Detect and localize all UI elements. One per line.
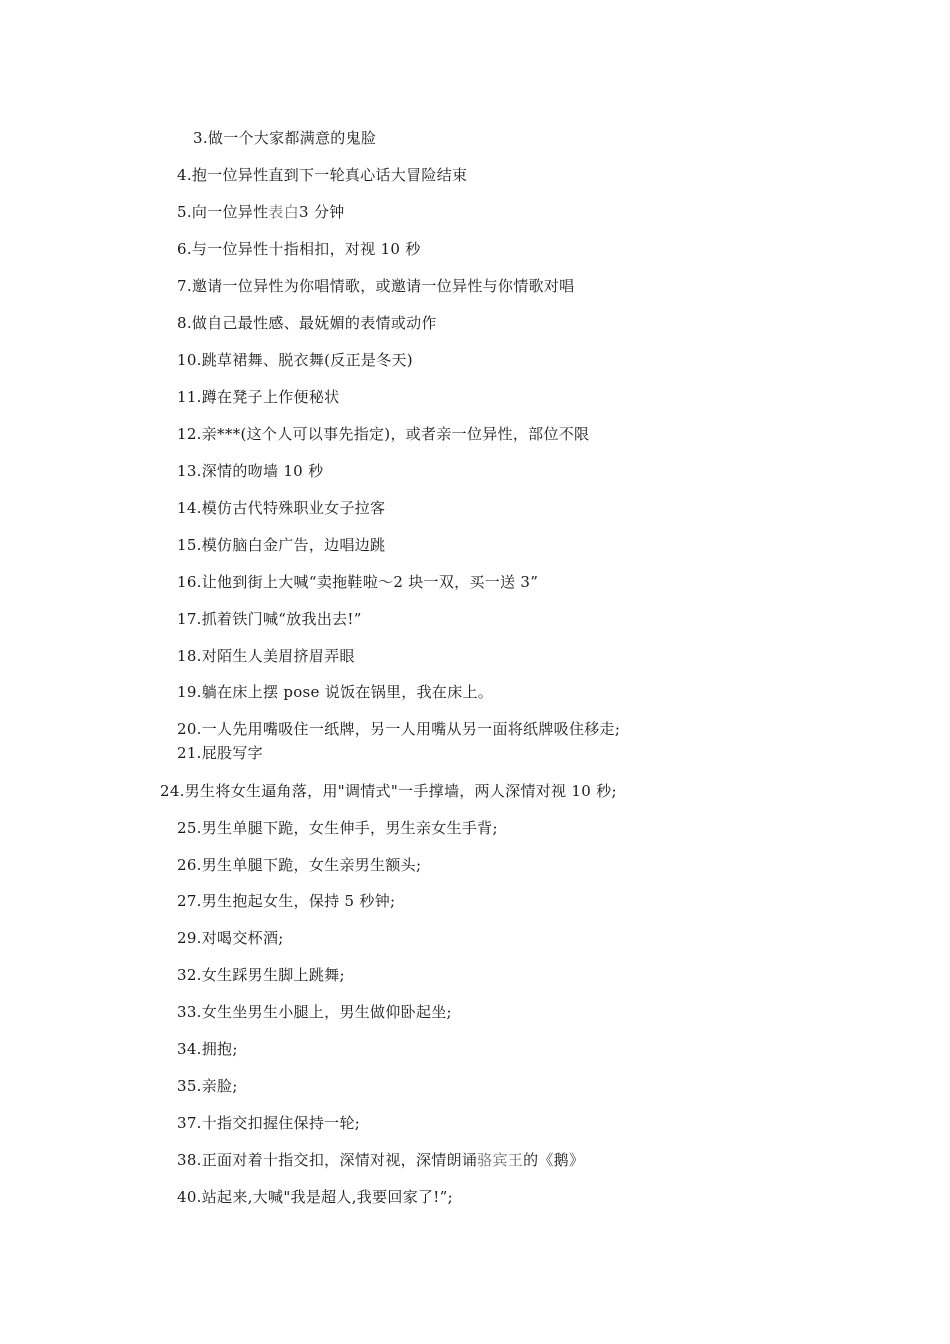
list-item-5-suffix: 3 分钟 <box>299 203 345 221</box>
list-item-18: 18.对陌生人美眉挤眉弄眼 <box>177 647 355 665</box>
list-item-14: 14.模仿古代特殊职业女子拉客 <box>177 499 386 517</box>
list-item-19: 19.躺在床上摆 pose 说饭在锅里，我在床上。 <box>177 683 494 701</box>
list-item-3: 3.做一个大家都满意的鬼脸 <box>193 129 377 147</box>
luobinwang-link[interactable]: 骆宾王 <box>477 1151 524 1169</box>
list-item-4: 4.抱一位异性直到下一轮真心话大冒险结束 <box>177 166 468 184</box>
list-item-35: 35.亲脸; <box>177 1077 238 1095</box>
list-item-11: 11.蹲在凳子上作便秘状 <box>177 388 340 406</box>
list-item-38-prefix: 38.正面对着十指交扣，深情对视，深情朗诵 <box>177 1151 478 1169</box>
list-item-32: 32.女生踩男生脚上跳舞; <box>177 966 345 984</box>
list-item-37: 37.十指交扣握住保持一轮; <box>177 1114 361 1132</box>
list-item-20: 20.一人先用嘴吸住一纸牌，另一人用嘴从另一面将纸牌吸住移走; <box>177 720 621 738</box>
list-item-38 <box>177 1150 584 1170</box>
list-item-16: 16.让他到街上大喊“卖拖鞋啦～2 块一双，买一送 3” <box>177 573 539 591</box>
list-item-5-prefix: 5.向一位异性 <box>177 203 269 221</box>
list-item-13: 13.深情的吻墙 10 秒 <box>177 462 324 480</box>
list-item-21: 21.屁股写字 <box>177 744 263 762</box>
list-item-12: 12.亲***(这个人可以事先指定)，或者亲一位异性，部位不限 <box>177 425 590 443</box>
list-item-27: 27.男生抱起女生，保持 5 秒钟; <box>177 892 396 910</box>
list-item-8: 8.做自己最性感、最妩媚的表情或动作 <box>177 314 437 332</box>
list-item-34: 34.拥抱; <box>177 1040 238 1058</box>
list-item-5 <box>177 202 345 222</box>
list-item-15: 15.模仿脑白金广告，边唱边跳 <box>177 536 386 554</box>
list-item-29: 29.对喝交杯酒; <box>177 929 284 947</box>
list-item-33: 33.女生坐男生小腿上，男生做仰卧起坐; <box>177 1003 452 1021</box>
list-item-40: 40.站起来,大喊"我是超人,我要回家了!”; <box>177 1188 453 1206</box>
list-item-25: 25.男生单腿下跪，女生伸手，男生亲女生手背; <box>177 819 498 837</box>
list-item-26: 26.男生单腿下跪，女生亲男生额头; <box>177 856 422 874</box>
list-item-10: 10.跳草裙舞、脱衣舞(反正是冬天) <box>177 351 413 369</box>
list-item-7: 7.邀请一位异性为你唱情歌，或邀请一位异性与你情歌对唱 <box>177 277 575 295</box>
list-item-38-suffix: 的《鹅》 <box>523 1151 585 1169</box>
list-item-6: 6.与一位异性十指相扣，对视 10 秒 <box>177 240 421 258</box>
biaobai-link[interactable]: 表白 <box>268 203 300 221</box>
list-item-17: 17.抓着铁门喊“放我出去!” <box>177 610 362 628</box>
list-item-24: 24.男生将女生逼角落，用"调情式"一手撑墙，两人深情对视 10 秒; <box>160 782 617 800</box>
